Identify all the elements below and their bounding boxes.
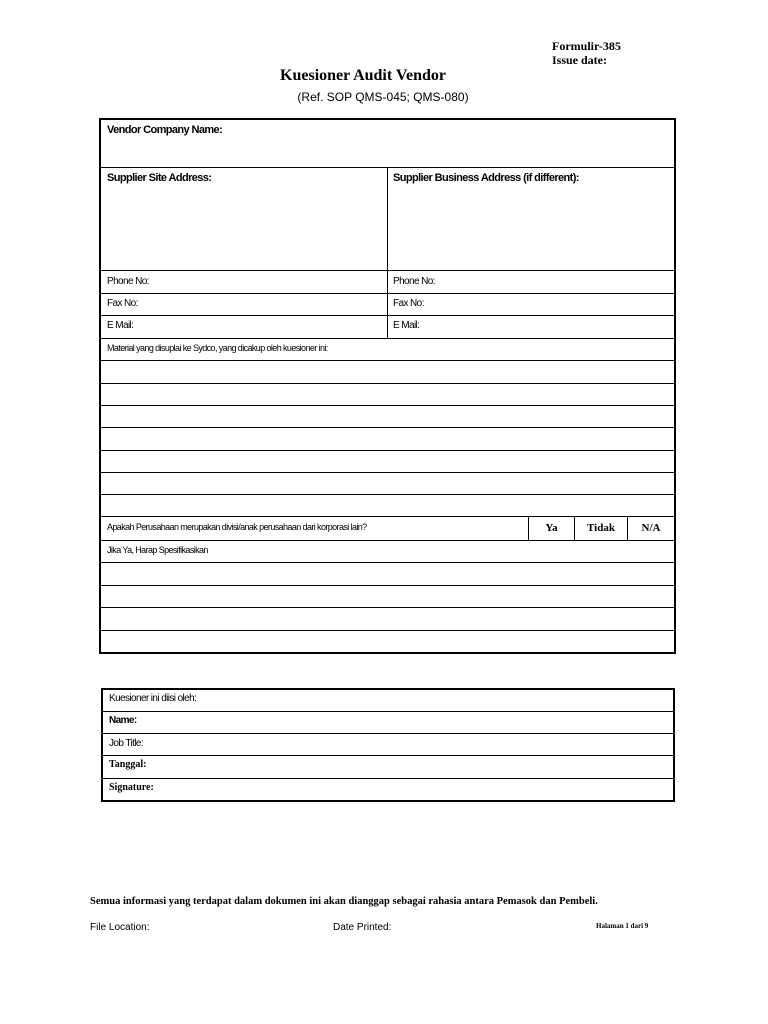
specify-lines[interactable]: [101, 563, 674, 652]
supplier-business-address-field[interactable]: [389, 188, 674, 269]
option-na[interactable]: N/A: [641, 522, 661, 534]
vendor-company-name-label: Vendor Company Name:: [107, 124, 223, 136]
supplier-site-address-label: Supplier Site Address:: [107, 172, 212, 184]
business-email-label: E Mail:: [393, 320, 420, 331]
business-fax-label: Fax No:: [393, 298, 424, 309]
confidentiality-note: Semua informasi yang terdapat dalam dokumen ini akan dianggap sebagai rahasia antara Pemasok dan Pembeli.: [90, 896, 598, 907]
signature-label: Signature:: [109, 782, 154, 793]
vendor-company-name-field[interactable]: [101, 142, 674, 166]
job-title-label: Job Title:: [109, 738, 144, 749]
supplier-business-address-label: Supplier Business Address (if different):: [393, 172, 579, 184]
specify-label: Jika Ya, Harap Spesifikasikan: [107, 545, 208, 555]
supplier-site-address-field[interactable]: [101, 188, 386, 269]
page-indicator: Halaman 1 dari 9: [596, 922, 649, 930]
site-fax-label: Fax No:: [107, 298, 138, 309]
subsidiary-question: Apakah Perusahaan merupakan divisi/anak perusahaan dari korporasi lain?: [107, 522, 367, 532]
page-title: Kuesioner Audit Vendor: [280, 67, 446, 84]
option-no[interactable]: Tidak: [587, 522, 615, 534]
date-printed-label: Date Printed:: [333, 922, 392, 933]
site-phone-label: Phone No:: [107, 276, 149, 287]
business-phone-label: Phone No:: [393, 276, 435, 287]
date-field[interactable]: [155, 756, 672, 777]
job-title-field[interactable]: [150, 734, 672, 754]
name-label: Name:: [109, 715, 137, 726]
materials-supplied-label: Material yang disuplai ke Sydco, yang dicakup oleh kuesioner ini:: [107, 343, 328, 353]
issue-date-label: Issue date:: [552, 53, 608, 67]
reference-subtitle: (Ref. SOP QMS-045; QMS-080): [297, 90, 469, 104]
materials-supplied-lines[interactable]: [101, 361, 674, 515]
form-number: Formulir-385: [552, 39, 621, 53]
name-field[interactable]: [150, 712, 672, 732]
option-yes[interactable]: Ya: [545, 522, 558, 534]
site-email-label: E Mail:: [107, 320, 134, 331]
signature-field[interactable]: [160, 779, 672, 800]
file-location-label: File Location:: [90, 922, 150, 933]
filled-by-heading: Kuesioner ini diisi oleh:: [109, 693, 197, 704]
date-label: Tanggal:: [109, 759, 147, 770]
